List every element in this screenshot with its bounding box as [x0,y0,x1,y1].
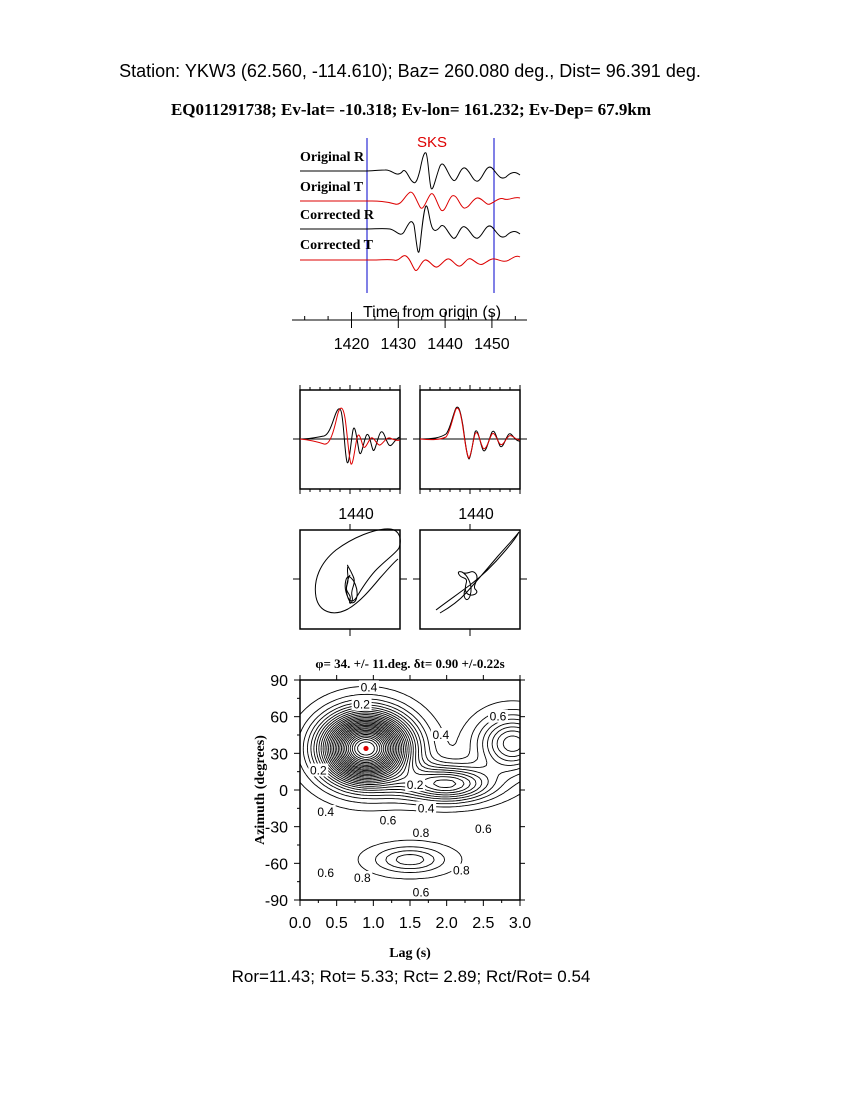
contour-level-label: 0.2 [309,763,327,778]
contour-level-line [358,840,462,879]
contour-title: φ= 34. +/- 11.deg. δt= 0.90 +/-0.22s [315,656,505,671]
waveform-original-black [300,409,400,463]
contour-level-label: 0.4 [432,728,450,742]
particle-motion-original-frame [300,530,400,629]
contour-level-label: 0.8 [353,871,371,885]
contour-level-label: 0.2 [353,697,370,712]
trace-label-original-t: Original T [300,180,364,195]
trace-corrected-t [300,256,520,271]
event-line: EQ011291738; Ev-lat= -10.318; Ev-lon= 161.232; Ev-Dep= 67.9km [170,100,652,119]
contour-level-label: 0.6 [474,822,492,837]
contour-y-tick-label: -30 [264,819,288,837]
time-tick-label: 1420 [333,336,370,353]
particle-motion-corrected-panel [420,530,520,629]
contour-level-line [396,855,424,865]
contour-level-label: 0.2 [406,778,424,793]
contour-level-label: 0.8 [452,863,470,878]
particle-motion-original-trace [315,529,400,613]
contour-x-tick-label: 1.0 [362,915,385,932]
time-axis-label: Time from origin (s) [362,304,502,321]
time-tick-label: 1430 [380,336,417,353]
contour-x-tick-label: 0.5 [325,915,348,932]
contour-ylabel: Azimuth (degrees) [253,735,268,845]
best-fit-marker [363,746,368,751]
contour-level-label: 0.4 [417,801,435,816]
contour-x-tick-label: 1.5 [398,915,422,932]
contour-xlabel: Lag (s) [389,946,431,961]
contour-level-label: 0.6 [317,866,335,881]
contour-level-label: 0.6 [379,813,397,828]
contour-y-tick-label: 60 [270,709,288,727]
time-tick-label: 1440 [427,336,463,353]
contour-level-line [386,851,434,869]
contour-level-line [300,686,520,812]
contour-y-tick-label: -90 [264,893,288,910]
contour-level-label: 0.6 [489,709,507,724]
station-line: Station: YKW3 (62.560, -114.610); Baz= 260.080 deg., Dist= 96.391 deg. [119,61,701,81]
contour-x-tick-label: 2.5 [472,915,495,932]
contour-level-label: 0.4 [360,680,378,695]
particle-motion-corrected-frame [420,530,520,629]
time-tick-label: 1450 [474,336,510,353]
trace-label-original-r: Original R [300,150,365,165]
contour-level-label: 0.6 [412,885,430,900]
contour-level-label: 0.4 [317,805,335,819]
particle-motion-original-panel [300,529,400,629]
contour-y-tick-label: 30 [270,746,288,764]
waveform-original-panel [293,390,407,489]
trace-label-corrected-t: Corrected T [300,238,373,253]
waveform-original-tick-label: 1440 [338,506,374,523]
trace-label-corrected-r: Corrected R [300,208,374,223]
contour-y-tick-label: 90 [270,673,288,690]
traces-panel [292,134,527,353]
particle-motion-corrected-inner [458,572,477,600]
contour-x-tick-label: 0.0 [288,915,312,932]
waveform-corrected-black [420,407,520,459]
waveform-corrected-tick-label: 1440 [458,506,494,523]
contour-y-tick-label: 0 [279,783,288,800]
particle-motion-ticks [293,524,527,636]
contour-y-tick-label: -60 [264,856,288,874]
contour-x-tick-label: 3.0 [508,915,532,932]
sks-phase-label: SKS [416,134,448,151]
contour-x-tick-label: 2.0 [435,915,458,932]
waveform-corrected-red [420,408,520,458]
waveform-corrected-panel [413,390,527,489]
footer-ratios: Ror=11.43; Rot= 5.33; Rct= 2.89; Rct/Rot= 0.54 [231,967,591,986]
particle-motion-corrected-trace [436,532,519,613]
contour-level-label: 0.8 [412,825,430,840]
